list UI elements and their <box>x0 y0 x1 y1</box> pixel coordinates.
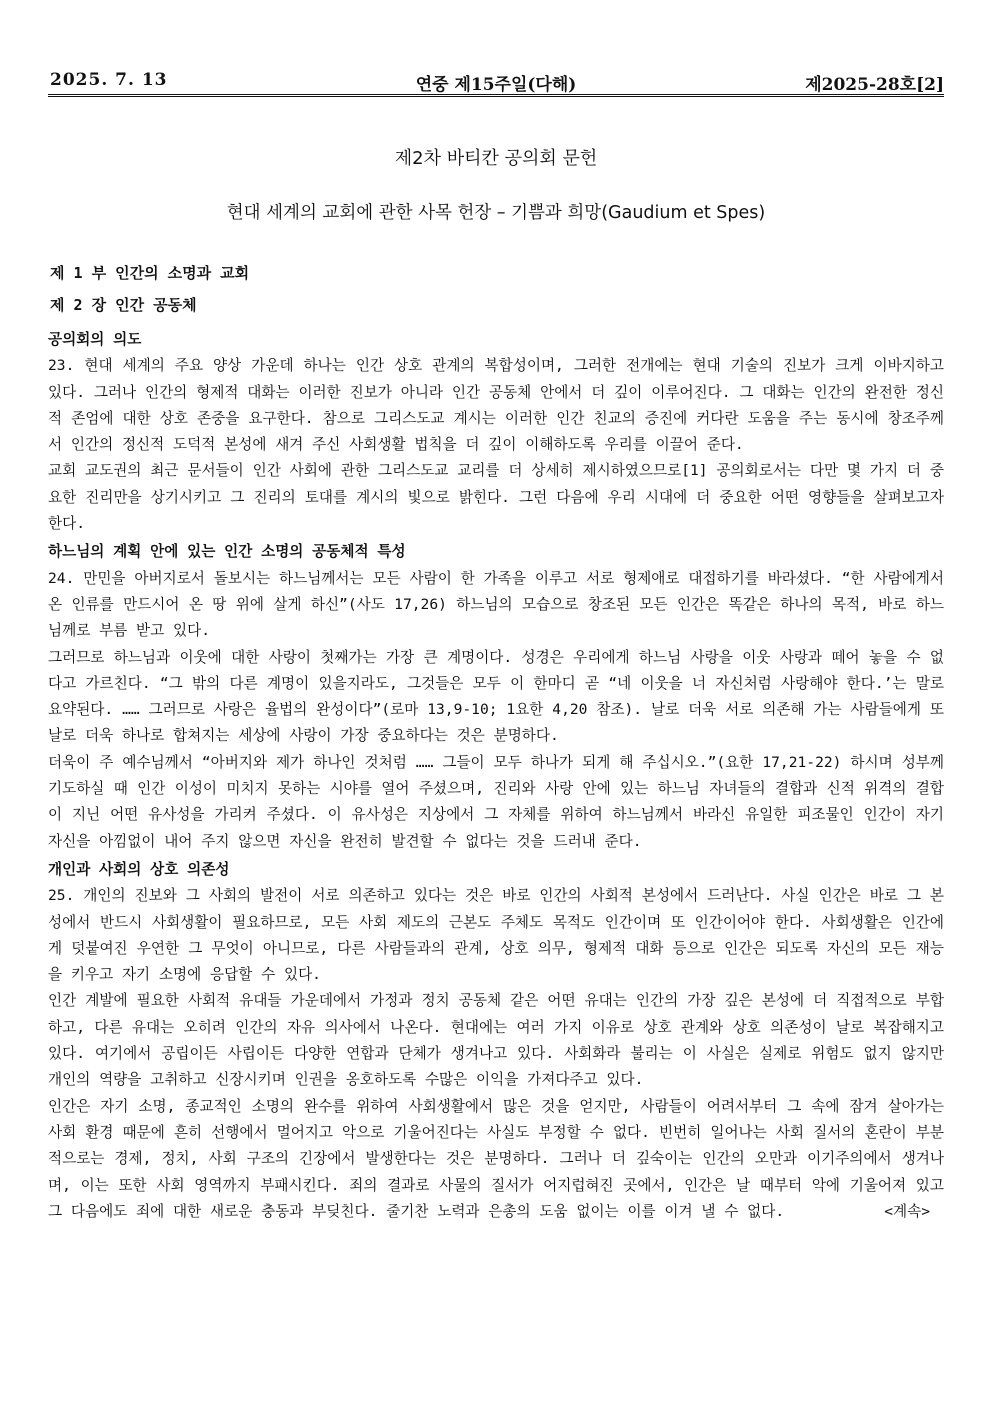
section-heading: 하느님의 계획 안에 있는 인간 소명의 공동체적 특성 <box>48 543 406 561</box>
header-issue-number: 제2025-28호[2] <box>805 75 944 95</box>
paragraph: 23. 현대 세계의 주요 양상 가운데 하나는 인간 상호 관계의 복합성이며, 그러한 전개에는 현대 기술의 진보가 크게 이바지하고 있다. 그러나 인간의 형제적 대화는 이러한 진보가 아니라 인간 공동체 안에서 더 깊이 이루어진다. 그 대화는 인간의 완전한 정신적 존엄에 대한 상호 존중을 요구한다. 참으로 그리스도교 계시는 이러한 인간 친교의 증진에 커다란 도움을 주는 동시에 창조주께서 인간의 정신적 도덕적 본성에 새겨 주신 사회생활 법칙을 더 깊이 이해하도록 우리를 이끌어 준다. <box>48 357 944 454</box>
paragraph: 더욱이 주 예수님께서 “아버지와 제가 하나인 것처럼 …… 그들이 모두 하나가 되게 해 주십시오.”(요한 17,21-22) 하시며 성부께 기도하실 때 인간 이성이 미치지 못하는 시야를 열어 주셨으며, 진리와 사랑 안에 있는 하느님 자녀들의 결합과 신적 위격의 결합이 지닌 어떤 유사성을 가리켜 주셨다. 이 유사성은 지상에서 그 자체를 위하여 하느님께서 바라신 유일한 피조물인 인간이 자기 자신을 아낌없이 내어 주지 않으면 자신을 완전히 발견할 수 없다는 것을 드러내 준다. <box>48 753 944 850</box>
paragraph <box>48 1094 944 1225</box>
header-date: 2025. 7. 13 <box>50 70 168 90</box>
header-liturgical-week: 연중 제15주일(다해) <box>415 75 577 95</box>
section-heading: 개인과 사회의 상호 의존성 <box>48 860 230 878</box>
page-header <box>48 64 944 97</box>
document-title: 제2차 바티칸 공의회 문헌 <box>394 148 598 169</box>
paragraph: 그러므로 하느님과 이웃에 대한 사랑이 첫째가는 가장 큰 계명이다. 성경은 우리에게 하느님 사랑을 이웃 사랑과 떼어 놓을 수 없다고 가르친다. “그 밖의 다른 계명이 있을지라도, 그것들은 모두 이 한마디 곧 “네 이웃을 너 자신처럼 사랑해야 한다.’는 말로 요약된다. …… 그러므로 사랑은 율법의 완성이다”(로마 13,9-10; 1요한 4,20 참조). 날로 더욱 서로 의존해 가는 사람들에게 또 날로 더욱 하나로 합쳐지는 세상에 사랑이 가장 중요하다는 것은 분명하다. <box>48 648 944 745</box>
paragraph-text: 인간은 자기 소명, 종교적인 소명의 완수를 위하여 사회생활에서 많은 것을 얻지만, 사람들이 어려서부터 그 속에 잠겨 살아가는 사회 환경 때문에 흔히 선행에서 멀어지고 악으로 기울어진다는 사실도 부정할 수 없다. 빈번히 일어나는 사회 질서의 혼란이 부분적으로는 경제, 정치, 사회 구조의 긴장에서 발생한다는 것은 분명하다. 그러나 더 깊숙이는 인간의 오만과 이기주의에서 생겨나며, 이는 또한 사회 영역까지 부패시킨다. 죄의 결과로 사물의 질서가 어지럽혀진 곳에서, 인간은 날 때부터 악에 기울어져 있고 그 다음에도 죄에 대한 새로운 충동과 부딪친다. 줄기찬 노력과 은총의 도움 없이는 이를 이겨 낼 수 없다. <box>48 1097 944 1220</box>
paragraph: 교회 교도권의 최근 문서들이 인간 사회에 관한 그리스도교 교리를 더 상세히 제시하였으므로[1] 공의회로서는 다만 몇 가지 더 중요한 진리만을 상기시키고 그 진리의 토대를 계시의 빛으로 밝힌다. 그런 다음에 우리 시대에 더 중요한 어떤 영향들을 살펴보고자 한다. <box>48 462 944 533</box>
document-body <box>48 327 944 1225</box>
section-heading: 공의회의 의도 <box>48 331 142 348</box>
paragraph: 인간 계발에 필요한 사회적 유대들 가운데에서 가정과 정치 공동체 같은 어떤 유대는 인간의 가장 깊은 본성에 더 직접적으로 부합하고, 다른 유대는 오히려 인간의 자유 의사에서 나온다. 현대에는 여러 가지 이유로 상호 관계와 상호 의존성이 날로 복잡해지고 있다. 여기에서 공립이든 사립이든 다양한 연합과 단체가 생겨나고 있다. 사회화라 불리는 이 사실은 실제로 위험도 없지 않지만 개인의 역량을 고취하고 신장시키며 인권을 옹호하도록 수많은 이익을 가져다주고 있다. <box>48 992 944 1089</box>
document-subtitle: 현대 세계의 교회에 관한 사목 헌장 – 기쁨과 희망(Gaudium et Spes) <box>226 203 766 223</box>
paragraph: 25. 개인의 진보와 그 사회의 발전이 서로 의존하고 있다는 것은 바로 인간의 사회적 본성에서 드러난다. 사실 인간은 바로 그 본성에서 반드시 사회생활이 필요하므로, 모든 사회 제도의 근본도 주체도 목적도 인간이며 또 인간이어야 한다. 사회생활은 인간에게 덧붙여진 우연한 그 무엇이 아니므로, 다른 사람들과의 관계, 상호 의무, 형제적 대화 등으로 인간은 되도록 자신의 모든 재능을 키우고 자기 소명에 응답할 수 있다. <box>48 887 944 984</box>
continued-marker: <계속> <box>884 1202 930 1220</box>
part-heading: 제 1 부 인간의 소명과 교회 <box>50 264 250 282</box>
chapter-heading: 제 2 장 인간 공동체 <box>50 296 197 314</box>
paragraph: 24. 만민을 아버지로서 돌보시는 하느님께서는 모든 사람이 한 가족을 이루고 서로 형제애로 대접하기를 바라셨다. “한 사람에게서 온 인류를 만드시어 온 땅 위에 살게 하신”(사도 17,26) 하느님의 모습으로 창조된 모든 인간은 똑같은 하나의 목적, 바로 하느님께로 부름 받고 있다. <box>48 569 944 640</box>
